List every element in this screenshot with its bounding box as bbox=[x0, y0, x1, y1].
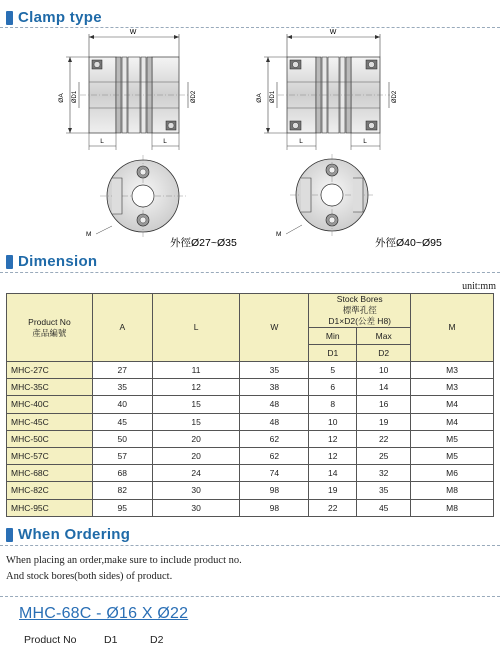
cell-d2: 25 bbox=[357, 447, 411, 464]
header-max: Max bbox=[357, 328, 411, 345]
cell-w: 98 bbox=[240, 499, 309, 516]
cell-d2: 45 bbox=[357, 499, 411, 516]
cell-m: M4 bbox=[411, 396, 494, 413]
header-d1: D1 bbox=[309, 345, 357, 362]
header-product-en: Product No bbox=[28, 316, 71, 327]
cell-d2: 14 bbox=[357, 379, 411, 396]
header-bores-en: Stock Bores bbox=[336, 294, 383, 304]
label-d2: D2 bbox=[150, 634, 164, 646]
cell-d1: 8 bbox=[309, 396, 357, 413]
cell-l: 30 bbox=[152, 499, 240, 516]
cell-l: 11 bbox=[152, 362, 240, 379]
dim-label-w-2: W bbox=[329, 29, 337, 36]
cell-w: 74 bbox=[240, 465, 309, 482]
header-d2: D2 bbox=[357, 345, 411, 362]
cell-d2: 35 bbox=[357, 482, 411, 499]
dim-label-d2: ØD2 bbox=[191, 90, 197, 104]
cell-w: 48 bbox=[240, 413, 309, 430]
header-l: L bbox=[152, 294, 240, 362]
cell-l: 30 bbox=[152, 482, 240, 499]
section-divider bbox=[0, 272, 500, 273]
cell-a: 50 bbox=[92, 430, 152, 447]
cell-d1: 19 bbox=[309, 482, 357, 499]
section-header-ordering bbox=[0, 526, 130, 543]
section-divider bbox=[0, 596, 500, 597]
cell-w: 38 bbox=[240, 379, 309, 396]
header-w: W bbox=[240, 294, 309, 362]
cell-d2: 32 bbox=[357, 465, 411, 482]
cell-d1: 22 bbox=[309, 499, 357, 516]
dim-label-d1: ØD1 bbox=[72, 90, 78, 104]
dimension-table bbox=[6, 293, 494, 517]
dim-label-d2-2: ØD2 bbox=[392, 90, 398, 104]
header-bores-zh: 標準孔徑 bbox=[342, 305, 377, 315]
cell-d2: 19 bbox=[357, 413, 411, 430]
label-product-no: Product No bbox=[24, 634, 77, 646]
cell-m: M5 bbox=[411, 430, 494, 447]
cell-a: 95 bbox=[92, 499, 152, 516]
header-stock-bores bbox=[309, 294, 411, 328]
cell-m: M6 bbox=[411, 465, 494, 482]
section-marker bbox=[6, 528, 13, 542]
cell-d1: 12 bbox=[309, 447, 357, 464]
cell-l: 12 bbox=[152, 379, 240, 396]
dim-label-l-left-2: L bbox=[299, 138, 303, 145]
dim-label-m-right: M bbox=[276, 231, 282, 238]
cell-w: 48 bbox=[240, 396, 309, 413]
cell-d2: 22 bbox=[357, 430, 411, 447]
table-row bbox=[7, 447, 494, 464]
cell-p: MHC-45C bbox=[7, 413, 93, 430]
order-example: MHC-68C - Ø16 X Ø22 bbox=[19, 605, 189, 622]
section-title-dimension: Dimension bbox=[18, 253, 98, 270]
coupling-drawings bbox=[0, 26, 500, 254]
end-view-large bbox=[276, 154, 442, 249]
cell-a: 82 bbox=[92, 482, 152, 499]
caption-large-coupling: 外徑Ø40~Ø95 bbox=[375, 237, 442, 249]
cell-w: 98 bbox=[240, 482, 309, 499]
table-row bbox=[7, 465, 494, 482]
table-row bbox=[7, 396, 494, 413]
cell-w: 35 bbox=[240, 362, 309, 379]
table-row bbox=[7, 379, 494, 396]
caption-small-coupling: 外徑Ø27~Ø35 bbox=[170, 237, 237, 249]
cell-p: MHC-40C bbox=[7, 396, 93, 413]
ordering-instruction-2: And stock bores(both sides) of product. bbox=[6, 571, 173, 582]
cell-a: 45 bbox=[92, 413, 152, 430]
header-bores-sub: D1×D2(公差 H8) bbox=[328, 316, 392, 326]
cell-a: 35 bbox=[92, 379, 152, 396]
cell-p: MHC-35C bbox=[7, 379, 93, 396]
cell-p: MHC-50C bbox=[7, 430, 93, 447]
section-title-ordering: When Ordering bbox=[18, 526, 131, 543]
section-title-clamp: Clamp type bbox=[18, 9, 102, 26]
cell-m: M8 bbox=[411, 482, 494, 499]
cell-w: 62 bbox=[240, 447, 309, 464]
table-row bbox=[7, 499, 494, 516]
cell-p: MHC-57C bbox=[7, 447, 93, 464]
table-row bbox=[7, 482, 494, 499]
dim-label-d1-2: ØD1 bbox=[270, 90, 276, 104]
dim-label-w: W bbox=[129, 29, 137, 36]
table-row bbox=[7, 413, 494, 430]
cell-l: 20 bbox=[152, 430, 240, 447]
cell-a: 27 bbox=[92, 362, 152, 379]
cell-p: MHC-95C bbox=[7, 499, 93, 516]
cell-m: M3 bbox=[411, 362, 494, 379]
cell-d1: 6 bbox=[309, 379, 357, 396]
cell-m: M5 bbox=[411, 447, 494, 464]
section-header-dimension bbox=[0, 253, 97, 270]
table-row bbox=[7, 362, 494, 379]
header-min: Min bbox=[309, 328, 357, 345]
side-view-small bbox=[58, 29, 197, 150]
section-divider bbox=[0, 545, 500, 546]
cell-d2: 16 bbox=[357, 396, 411, 413]
cell-d1: 10 bbox=[309, 413, 357, 430]
cell-m: M8 bbox=[411, 499, 494, 516]
dim-label-l-left: L bbox=[100, 138, 104, 145]
header-m: M bbox=[411, 294, 494, 362]
side-view-large bbox=[256, 29, 398, 150]
header-product bbox=[7, 294, 93, 362]
cell-l: 20 bbox=[152, 447, 240, 464]
section-header-clamp bbox=[0, 9, 102, 26]
cell-d2: 10 bbox=[357, 362, 411, 379]
header-a: A bbox=[92, 294, 152, 362]
end-view-small bbox=[86, 155, 237, 249]
dim-label-a-2: ØA bbox=[256, 93, 263, 103]
cell-a: 57 bbox=[92, 447, 152, 464]
cell-m: M4 bbox=[411, 413, 494, 430]
unit-label: unit:mm bbox=[462, 281, 496, 292]
table-row bbox=[7, 430, 494, 447]
dim-label-a: ØA bbox=[58, 93, 65, 103]
section-marker bbox=[6, 255, 13, 269]
cell-p: MHC-82C bbox=[7, 482, 93, 499]
cell-a: 68 bbox=[92, 465, 152, 482]
cell-l: 15 bbox=[152, 413, 240, 430]
dim-label-l-right: L bbox=[163, 138, 167, 145]
cell-d1: 5 bbox=[309, 362, 357, 379]
cell-m: M3 bbox=[411, 379, 494, 396]
ordering-instruction-1: When placing an order,make sure to include product no. bbox=[6, 555, 242, 566]
cell-w: 62 bbox=[240, 430, 309, 447]
cell-a: 40 bbox=[92, 396, 152, 413]
label-d1: D1 bbox=[104, 634, 118, 646]
dim-label-m-left: M bbox=[86, 231, 92, 238]
header-product-zh: 產品編號 bbox=[32, 327, 67, 338]
cell-d1: 12 bbox=[309, 430, 357, 447]
section-marker bbox=[6, 11, 13, 25]
cell-l: 24 bbox=[152, 465, 240, 482]
cell-p: MHC-27C bbox=[7, 362, 93, 379]
cell-l: 15 bbox=[152, 396, 240, 413]
dim-label-l-right-2: L bbox=[363, 138, 367, 145]
cell-p: MHC-68C bbox=[7, 465, 93, 482]
cell-d1: 14 bbox=[309, 465, 357, 482]
